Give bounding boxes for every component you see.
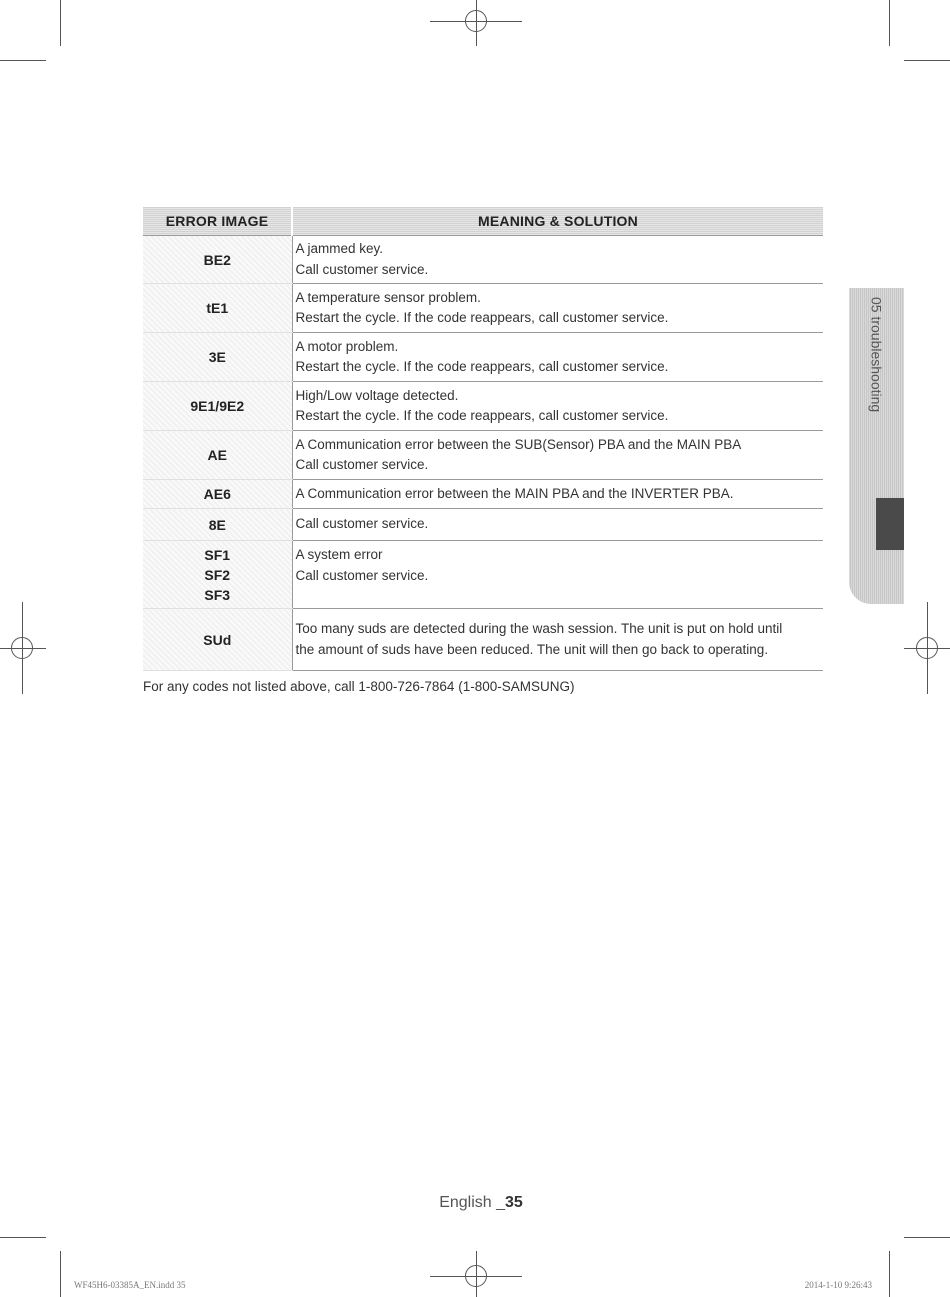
- crop-mark-bl-h: [0, 1237, 46, 1238]
- error-meaning: A Communication error between the MAIN PBA and the INVERTER PBA.: [292, 480, 823, 509]
- error-meaning: A motor problem. Restart the cycle. If the code reappears, call customer service.: [292, 333, 823, 382]
- crop-mark-tl-v: [60, 0, 61, 46]
- reg-mark-bottom-circle: [465, 1265, 487, 1287]
- error-meaning: Too many suds are detected during the wash session. The unit is put on hold until the amount of suds have been reduced. The unit will then go back to operating.: [292, 609, 823, 671]
- error-meaning: A jammed key. Call customer service.: [292, 236, 823, 284]
- chapter-side-tab-marker: [876, 498, 904, 550]
- crop-mark-br-v: [889, 1251, 890, 1297]
- reg-mark-top-circle: [465, 10, 487, 32]
- error-code: AE: [143, 431, 292, 480]
- footnote: For any codes not listed above, call 1-800-726-7864 (1-800-SAMSUNG): [143, 679, 575, 694]
- crop-mark-tr-v: [889, 0, 890, 46]
- error-meaning: High/Low voltage detected. Restart the cycle. If the code reappears, call customer service.: [292, 382, 823, 431]
- crop-mark-br-h: [904, 1237, 950, 1238]
- error-code: BE2: [143, 236, 292, 284]
- table-row: [143, 333, 823, 382]
- error-meaning: A Communication error between the SUB(Sensor) PBA and the MAIN PBA Call customer service.: [292, 431, 823, 480]
- table-header-row: [143, 207, 823, 236]
- error-code: AE6: [143, 480, 292, 509]
- table-row: [143, 480, 823, 509]
- table-row: [143, 236, 823, 284]
- error-code-sf1: SF1: [204, 546, 231, 563]
- error-code-sf3: SF3: [204, 586, 231, 603]
- page-language: English: [439, 1194, 492, 1211]
- error-meaning: Call customer service.: [292, 509, 823, 541]
- chapter-side-tab: [849, 288, 904, 604]
- error-code-table: [143, 207, 823, 671]
- header-error-image: ERROR IMAGE: [143, 207, 292, 236]
- table-row: [143, 541, 823, 609]
- print-slug-timestamp: 2014-1-10 9:26:43: [804, 1280, 872, 1290]
- crop-mark-tl-h: [0, 60, 46, 61]
- error-code: tE1: [143, 284, 292, 333]
- error-code: 9E1/9E2: [143, 382, 292, 431]
- error-code: 8E: [143, 509, 292, 541]
- reg-mark-right-circle: [916, 637, 938, 659]
- crop-mark-tr-h: [904, 60, 950, 61]
- page-number: [0, 1194, 950, 1212]
- error-meaning: A system error Call customer service.: [292, 541, 823, 609]
- chapter-side-tab-label: 05 troubleshooting: [868, 297, 885, 413]
- error-meaning: A temperature sensor problem. Restart the cycle. If the code reappears, call customer service.: [292, 284, 823, 333]
- error-code: 3E: [143, 333, 292, 382]
- table-row: [143, 431, 823, 480]
- page-separator: _: [491, 1194, 506, 1211]
- error-code-sf2: SF2: [204, 566, 231, 583]
- header-meaning-solution: MEANING & SOLUTION: [292, 207, 823, 236]
- page-number-value: 35: [505, 1194, 523, 1211]
- table-row: [143, 609, 823, 671]
- print-slug-file: WF45H6-03385A_EN.indd 35: [74, 1280, 186, 1290]
- crop-mark-bl-v: [60, 1251, 61, 1297]
- table-row: [143, 284, 823, 333]
- error-code: [143, 541, 292, 609]
- reg-mark-left-circle: [11, 637, 33, 659]
- table-row: [143, 509, 823, 541]
- table-row: [143, 382, 823, 431]
- error-code: SUd: [143, 609, 292, 671]
